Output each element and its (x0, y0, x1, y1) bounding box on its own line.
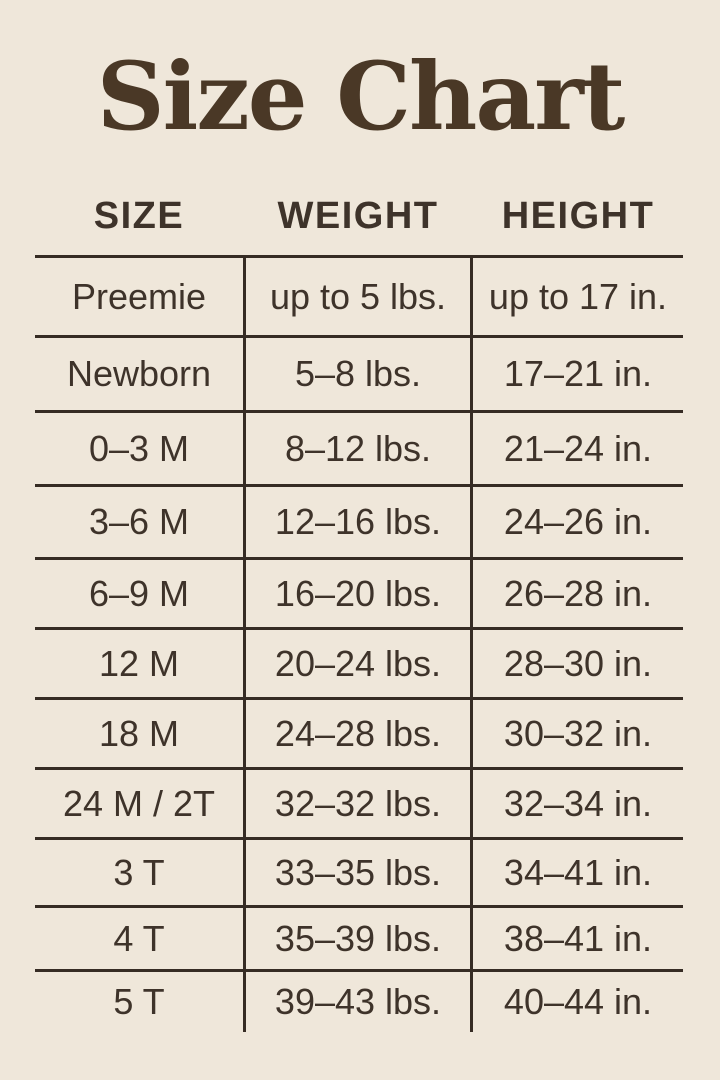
size-cell: 4 T (113, 917, 165, 959)
height-cell: 17–21 in. (503, 353, 653, 394)
size-cell: 3–6 M (88, 501, 190, 542)
table-row (35, 700, 683, 770)
size-cell: Newborn (66, 353, 212, 394)
column-header-size: SIZE (93, 195, 185, 237)
size-cell: 24 M / 2T (62, 782, 216, 824)
table-header-row (35, 188, 683, 258)
size-cell: 3 T (113, 851, 165, 893)
height-cell: 34–41 in. (503, 851, 653, 893)
size-cell: 0–3 M (88, 427, 190, 469)
table-row (35, 560, 683, 630)
size-cell: 18 M (98, 712, 180, 754)
table-row (35, 487, 683, 560)
height-cell: 32–34 in. (503, 782, 653, 824)
table-body (35, 258, 683, 1032)
column-header-weight: WEIGHT (277, 195, 439, 237)
table-row (35, 630, 683, 700)
weight-cell: up to 5 lbs. (243, 258, 473, 335)
height-cell: 24–26 in. (503, 501, 653, 542)
weight-cell: 32–32 lbs. (243, 770, 473, 837)
weight-cell: 35–39 lbs. (243, 908, 473, 969)
weight-cell: 24–28 lbs. (243, 700, 473, 767)
weight-cell: 8–12 lbs. (243, 413, 473, 484)
weight-cell: 39–43 lbs. (243, 972, 473, 1032)
table-row (35, 413, 683, 487)
size-cell: 12 M (98, 642, 180, 684)
weight-cell: 16–20 lbs. (243, 560, 473, 627)
height-cell: 38–41 in. (503, 917, 653, 959)
height-cell: 26–28 in. (503, 572, 653, 614)
weight-cell: 12–16 lbs. (243, 487, 473, 557)
size-cell: Preemie (71, 275, 207, 317)
table-row (35, 972, 683, 1032)
height-cell: up to 17 in. (488, 275, 668, 317)
table-row (35, 258, 683, 338)
height-cell: 28–30 in. (503, 642, 653, 684)
height-cell: 21–24 in. (503, 427, 653, 469)
weight-cell: 20–24 lbs. (243, 630, 473, 697)
table-row (35, 770, 683, 840)
weight-cell: 5–8 lbs. (243, 338, 473, 410)
table-row (35, 338, 683, 413)
table-row (35, 908, 683, 972)
size-cell: 5 T (113, 981, 165, 1022)
size-chart-table (35, 188, 683, 1032)
weight-cell: 33–35 lbs. (243, 840, 473, 905)
size-cell: 6–9 M (88, 572, 190, 614)
height-cell: 40–44 in. (503, 981, 653, 1022)
height-cell: 30–32 in. (503, 712, 653, 754)
table-row (35, 840, 683, 908)
page-title: Size Chart (96, 42, 624, 152)
column-header-height: HEIGHT (501, 195, 655, 237)
